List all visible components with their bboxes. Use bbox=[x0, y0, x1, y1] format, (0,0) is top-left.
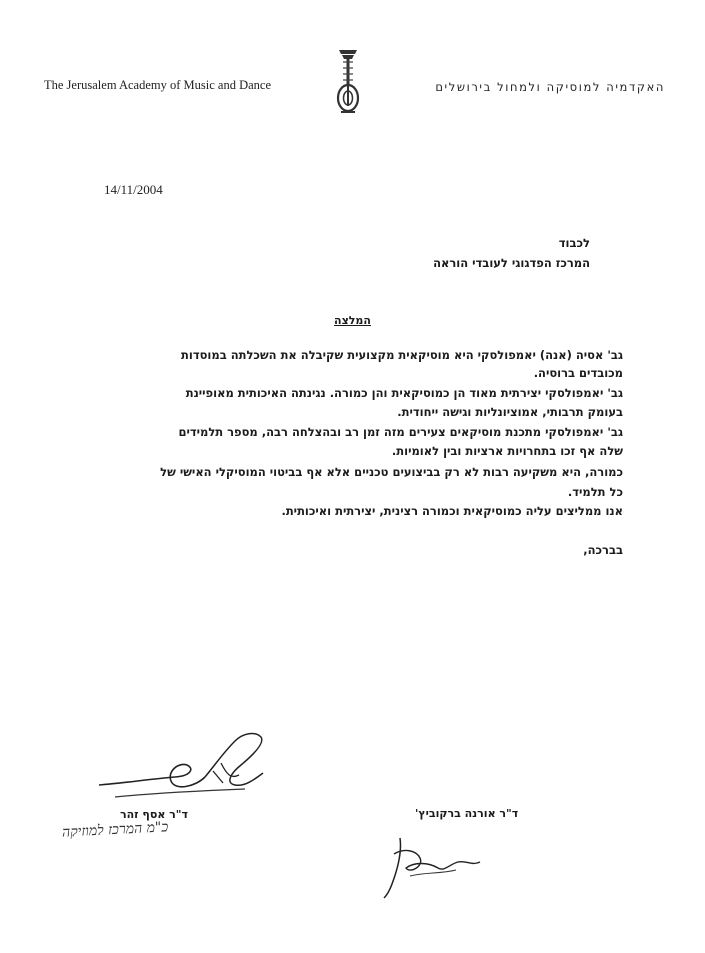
body-line: שלה אף זכו בתחרויות ארציות ובין לאומיות. bbox=[391, 444, 623, 458]
letter-closing: בברכה, bbox=[583, 543, 623, 557]
left-handwritten-title: כ"מ המרכז למוזיקה bbox=[61, 819, 169, 841]
body-line: גב' יאמפולסקי יצירתית מאוד הן כמוסיקאית והן כמורה. נגינתה האיכותית מאופיינת bbox=[185, 386, 623, 400]
left-signatory-name: ד"ר אסף זהר bbox=[120, 808, 188, 821]
right-signatory-name: ד"ר אורנה ברקוביץ' bbox=[415, 807, 519, 820]
body-line: כל תלמיד. bbox=[567, 485, 623, 499]
letterhead-hebrew: האקדמיה למוסיקה ולמחול בירושלים bbox=[435, 80, 665, 94]
body-line: אנו ממליצים עליה כמוסיקאית וכמורה רצינית, יצירתית ואיכותית. bbox=[281, 504, 623, 518]
body-line: גב' אסיה (אנה) יאמפולסקי היא מוסיקאית מקצועית שקיבלה את השכלתה במוסדות bbox=[181, 348, 623, 362]
right-signature bbox=[380, 828, 490, 900]
recipient-organization: המרכז הפדגוגי לעובדי הוראה bbox=[433, 256, 590, 270]
body-line: בעומק תרבותי, אמוציונליות וגישה ייחודית. bbox=[397, 405, 623, 419]
academy-logo bbox=[333, 46, 363, 118]
body-line: כמורה, היא משקיעה רבות לא רק בביצועים טכניים אלא אף בביטוי המוסיקלי האישי של bbox=[160, 465, 623, 479]
left-signature bbox=[95, 725, 275, 810]
letterhead-english: The Jerusalem Academy of Music and Dance bbox=[44, 78, 272, 92]
recipient-salutation: לכבוד bbox=[558, 236, 590, 250]
body-line: גב' יאמפולסקי מתכנת מוסיקאים צעירים מזה זמן רב ובהצלחה רבה, מספר תלמידים bbox=[178, 425, 623, 439]
letter-date: 14/11/2004 bbox=[104, 182, 163, 197]
letter-subject: המלצה bbox=[334, 314, 371, 327]
body-line: מכובדים ברוסיה. bbox=[533, 366, 623, 380]
